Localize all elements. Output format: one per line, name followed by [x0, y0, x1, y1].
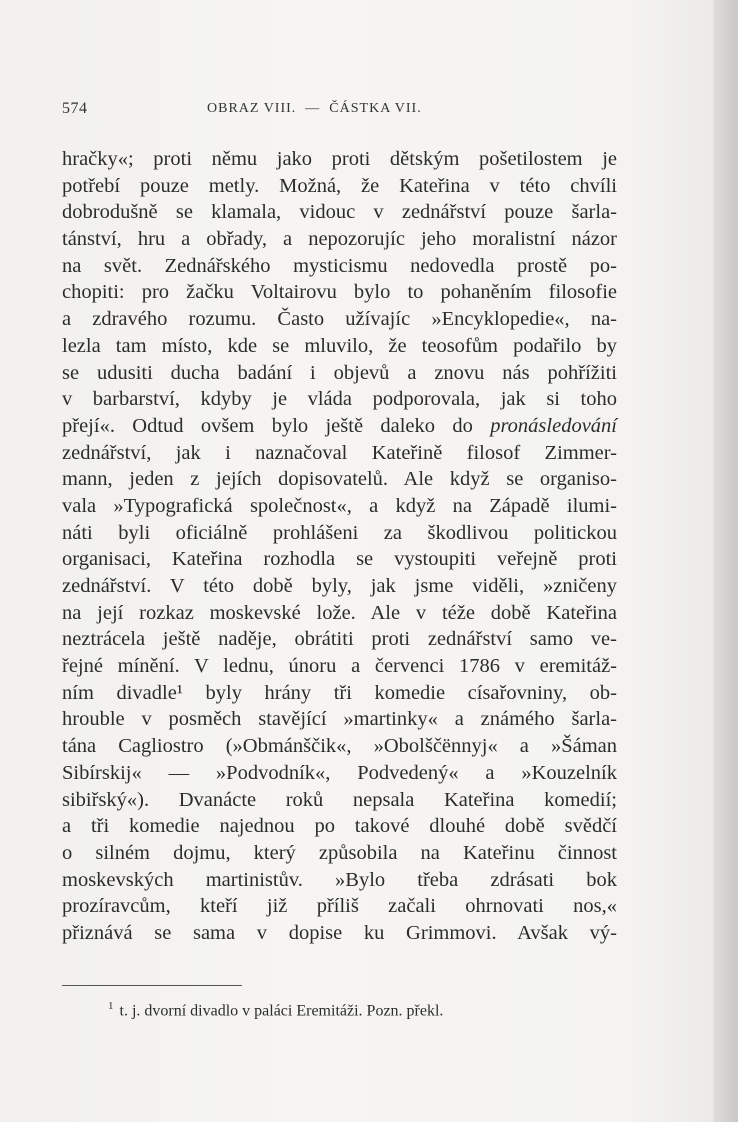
footnote-rule: [62, 985, 242, 986]
text-line: [62, 813, 617, 840]
text-line-content: na její rozkaz moskevské lože. Ale v téže době Kateřina: [62, 601, 617, 624]
text-line: [62, 253, 617, 280]
text-line-content: mann, jeden z jejích dopisovatelů. Ale když se organiso-: [62, 468, 617, 491]
text-line: [62, 520, 617, 547]
text-line-content: tána Cagliostro (»Obmánščik«, »Obolščënnyj« a »Šáman: [62, 735, 617, 758]
text-line: [62, 493, 617, 520]
running-head: OBRAZ VIII. — ČÁSTKA VII.: [207, 101, 422, 116]
text-line-content: tánství, hru a obřady, a nepozorujíc jeho moralistní názor: [62, 228, 617, 251]
text-line-content: přiznává se sama v dopise ku Grimmovi. Avšak vý-: [62, 921, 617, 944]
text-line: [62, 626, 617, 653]
text-line: [62, 333, 617, 360]
text-line: [62, 226, 617, 253]
text-line: [62, 867, 617, 894]
page-number: 574: [62, 100, 88, 117]
footnote: [108, 1000, 443, 1020]
text-line-content: ním divadle¹ byly hrány tři komedie císařovniny, ob-: [62, 681, 617, 704]
text-line-content: o silném dojmu, který způsobila na Kateřinu činnost: [62, 841, 617, 864]
text-line: [62, 199, 617, 226]
page-header: [62, 100, 622, 124]
text-line-content: vala »Typografická společnost«, a když na Západě ilumi-: [62, 494, 617, 517]
text-line: [62, 706, 617, 733]
text-line-content: organisaci, Kateřina rozhodla se vystoupiti veřejně proti: [62, 548, 617, 571]
text-line-content: v barbarství, kdyby je vláda podporovala, jak si toho: [62, 388, 617, 411]
text-line: [62, 573, 617, 600]
text-line-content: dobrodušně se klamala, vidouc v zednářství pouze šarla-: [62, 201, 617, 224]
text-line-content: Sibírskij« — »Podvodník«, Podvedený« a »Kouzelník: [62, 761, 617, 784]
text-line: [62, 893, 617, 920]
adjacent-page-edge: [716, 0, 738, 1122]
text-line: [62, 413, 617, 440]
text-line: [62, 146, 617, 173]
text-line-content: přejí«. Odtud ovšem bylo ještě daleko do pronásledování: [62, 414, 617, 437]
text-line-content: hračky«; proti němu jako proti dětským pošetilostem je: [62, 148, 617, 170]
text-line-content: náti byli oficiálně prohlášeni za škodlivou politickou: [62, 521, 617, 544]
text-line: [62, 920, 617, 947]
text-line: [62, 306, 617, 333]
text-line-content: a tři komedie najednou po takové dlouhé době svědčí: [62, 815, 617, 838]
text-line-content: moskevských martinistův. »Bylo třeba zdrásati bok: [62, 868, 617, 891]
text-line: [62, 840, 617, 867]
text-line-content: potřebí pouze metly. Možná, že Kateřina v této chvíli: [62, 174, 617, 197]
body-text: [62, 146, 617, 947]
text-line: [62, 653, 617, 680]
text-line-content: řejné mínění. V lednu, únoru a červenci 1786 v eremitáž-: [62, 655, 617, 678]
text-line-content: hrouble v posměch stavějící »martinky« a známého šarla-: [62, 708, 617, 731]
text-line: [62, 440, 617, 467]
text-line-content: neztrácela ještě naděje, obrátiti proti zednářství samo ve-: [62, 628, 617, 651]
text-line-content: lezla tam místo, kde se mluvilo, že teosofům podařilo by: [62, 334, 617, 357]
text-line-content: na svět. Zednářského mysticismu nedovedla prostě po-: [62, 254, 617, 277]
text-line: [62, 733, 617, 760]
text-line-content: prozíravcům, kteří již příliš začali ohrnovati nos,«: [62, 895, 617, 918]
text-line-content: chopiti: pro žačku Voltairovu bylo to pohaněním filosofie: [62, 281, 617, 304]
text-line: [62, 787, 617, 814]
text-line-content: a zdravého rozumu. Často užívajíc »Encyklopedie«, na-: [62, 308, 617, 331]
footnote-text: t. j. dvorní divadlo v paláci Eremitáži. Pozn. překl.: [119, 1002, 444, 1020]
footnote-marker: 1: [108, 1000, 114, 1012]
text-line: [62, 173, 617, 200]
text-line: [62, 360, 617, 387]
text-line: [62, 466, 617, 493]
text-line: [62, 386, 617, 413]
text-line: [62, 600, 617, 627]
text-line: [62, 760, 617, 787]
emphasized-word: pronásledování: [490, 414, 617, 437]
text-line: [62, 546, 617, 573]
text-line-content: zednářství. V této době byly, jak jsme viděli, »zničeny: [62, 575, 617, 597]
text-line-content: sibiřský«). Dvanácte roků nepsala Kateřina komedií;: [62, 788, 617, 811]
text-line: [62, 279, 617, 306]
text-line-content: se udusiti ducha badání i objevů a znovu nás pohřížiti: [62, 361, 617, 384]
text-line-content: zednářství, jak i naznačoval Kateřině filosof Zimmer-: [62, 441, 617, 464]
text-line: [62, 680, 617, 707]
